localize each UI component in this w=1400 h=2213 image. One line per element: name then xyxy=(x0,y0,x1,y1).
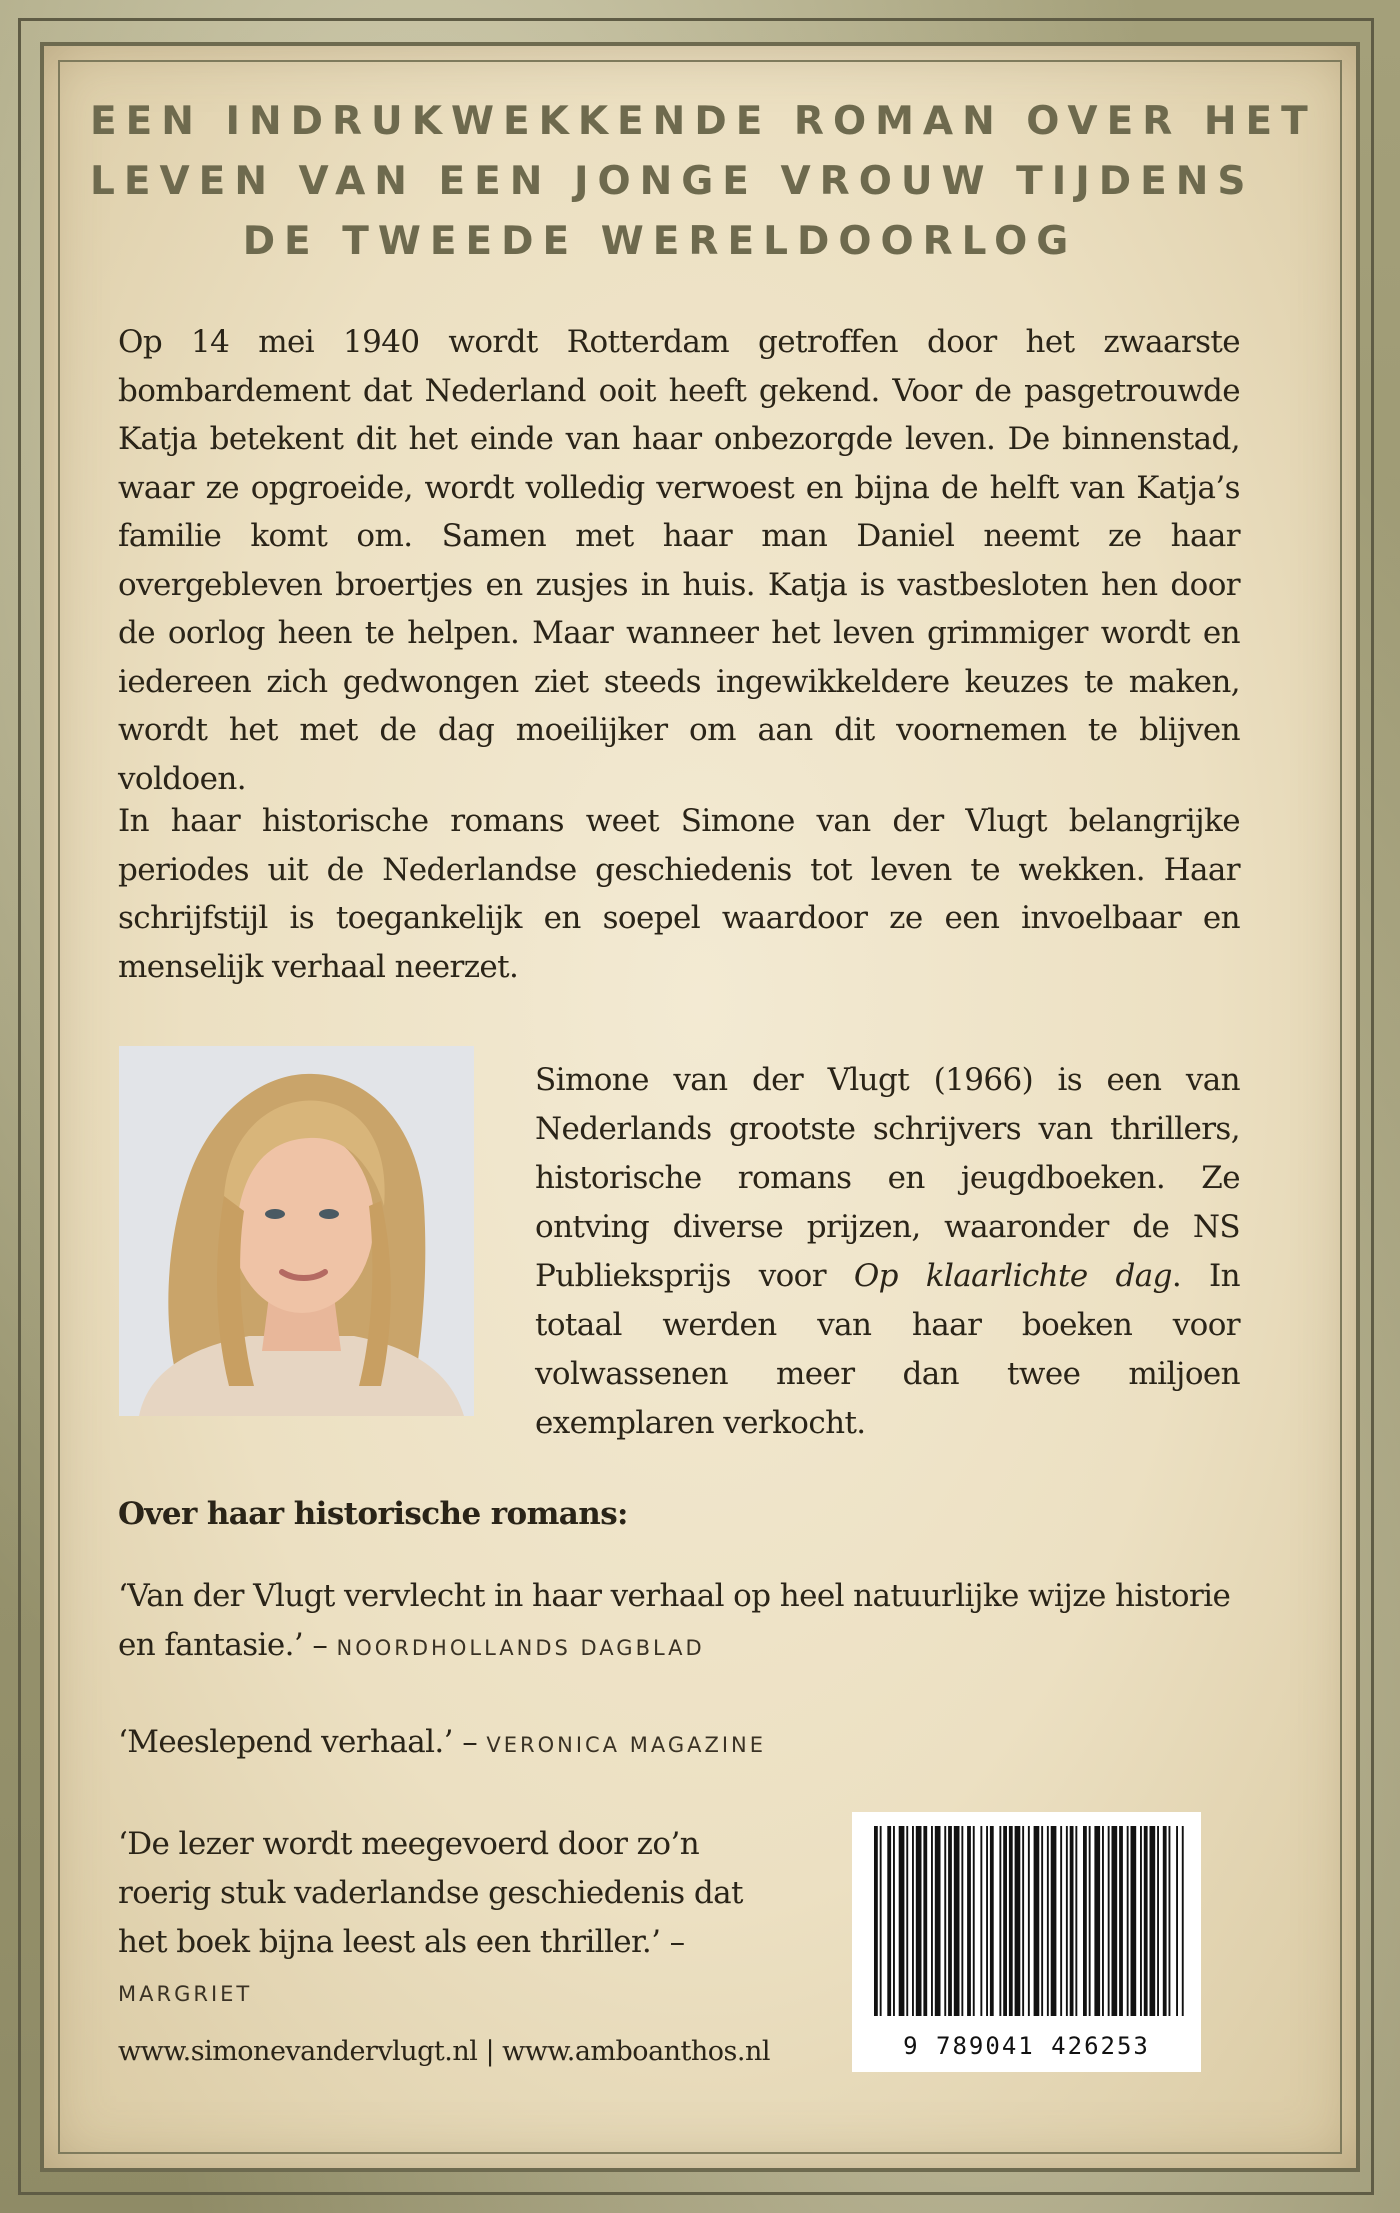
headline-line-3: DE TWEEDE WERELDOORLOG xyxy=(242,219,1078,264)
headline xyxy=(90,92,1317,272)
review-quote-2 xyxy=(118,1718,1240,1770)
author-bio-text-1: Simone van der Vlugt (1966) is een van Nederlands grootste schrijvers van thrillers, historische romans en jeugdboeken. Ze ontving diverse prijzen, waaronder de NS Publieksprijs voor xyxy=(535,1062,1240,1294)
barcode-bars xyxy=(852,1826,1201,2041)
synopsis-paragraph-1: Op 14 mei 1940 wordt Rotterdam getroffen door het zwaarste bombardement dat Nederland ooit heeft gekend. Voor de pasgetrouwde Katja betekent dit het einde van haar onbezorgde leven. De binnenstad, waar ze opgroeide, wordt volledig verwoest en bijna de helft van Katja’s familie komt om. Samen met haar man Daniel neemt ze haar overgebleven broertjes en zusjes in huis. Katja is vastbesloten hen door de oorlog heen te helpen. Maar wanneer het leven grimmiger wordt en iedereen zich gedwongen ziet steeds ingewikkeldere keuzes te maken, wordt het met de dag moeilijker om aan dit voornemen te blijven voldoen. xyxy=(118,324,1240,797)
reviews-title: Over haar historische romans: xyxy=(118,1496,628,1532)
review-quote-2-source: VERONICA MAGAZINE xyxy=(486,1733,767,1757)
review-quote-2-text: ‘Meeslepend verhaal.’ – xyxy=(118,1724,487,1760)
website-links: www.simonevandervlugt.nl | www.amboanthos.nl xyxy=(118,2036,771,2067)
review-quote-1-source: NOORDHOLLANDS DAGBLAD xyxy=(336,1636,705,1660)
review-quote-1 xyxy=(118,1572,1240,1673)
review-quote-3-text: ‘De lezer wordt meegevoerd door zo’n roerig stuk vaderlandse geschiedenis dat het boek bijna leest als een thriller.’ – xyxy=(118,1826,743,1960)
author-book-title: Op klaarlichte dag xyxy=(853,1258,1172,1294)
review-quote-1-text: ‘Van der Vlugt vervlecht in haar verhaal op heel natuurlijke wijze historie en fantasie.’ – xyxy=(118,1578,1231,1663)
author-bio-text-2: . In totaal werden van haar boeken voor volwassenen meer dan twee miljoen exemplaren verkocht. xyxy=(535,1258,1240,1441)
author-photo xyxy=(119,1046,474,1416)
barcode xyxy=(852,1812,1201,2072)
review-quote-3 xyxy=(118,1820,798,2019)
synopsis-paragraph-2: In haar historische romans weet Simone van der Vlugt belangrijke periodes uit de Nederlandse geschiedenis tot leven te wekken. Haar schrijfstijl is toegankelijk en soepel waardoor ze een invoelbaar en menselijk verhaal neerzet. xyxy=(118,803,1240,985)
headline-line-2: LEVEN VAN EEN JONGE VROUW TIJDENS xyxy=(90,159,1255,204)
review-quote-3-source: MARGRIET xyxy=(118,1982,253,2006)
isbn-number: 9 789041 426253 xyxy=(903,2032,1150,2060)
author-bio xyxy=(535,1056,1240,1448)
headline-line-1: EEN INDRUKWEKKENDE ROMAN OVER HET xyxy=(90,99,1317,144)
